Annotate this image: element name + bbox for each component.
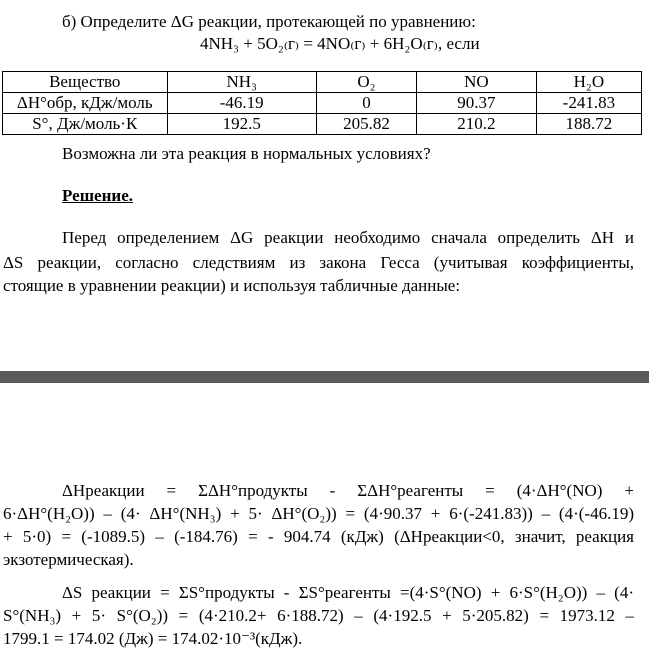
entropy-line: ΔS реакции = ΣS°продукты - ΣS°реагенты =(4·S°(NO) + 6·S°(H₂O)) – (4· [62, 583, 634, 602]
solution-paragraph-line: стоящие в уравнении реакции) и используя табличные данные: [3, 276, 461, 295]
table-header-cell: NO [417, 72, 537, 93]
solution-paragraph-line: Перед определением ΔG реакции необходимо сначала определить ΔH и [62, 228, 634, 247]
enthalpy-line: ΔHреакции = ΣΔH°продукты - ΣΔH°реагенты = (4·ΔH°(NO) + [62, 481, 634, 500]
table-cell: 188.72 [536, 114, 641, 135]
entropy-line: 1799.1 = 174.02 (Дж) = 174.02·10⁻³(кДж). [3, 629, 303, 648]
reaction-equation: 4NH₃ + 5O₂₍г₎ = 4NO₍г₎ + 6H₂O₍г₎, если [200, 34, 480, 53]
table-row-label: S°, Дж/моль·К [3, 114, 168, 135]
problem-intro: б) Определите ΔG реакции, протекающей по уравнению: [62, 12, 476, 31]
table-header-row [3, 72, 642, 93]
enthalpy-line: 6·ΔH°(H₂O)) – (4· ΔH°(NH₃) + 5· ΔH°(O₂)) = (4·90.37 + 6·(-241.83)) – (4·(-46.19) [3, 504, 634, 523]
table-header-cell: O₂ [316, 72, 416, 93]
table-row [3, 93, 642, 114]
table-header-cell: H₂O [536, 72, 641, 93]
solution-heading: Решение. [62, 186, 133, 205]
enthalpy-line: + 5·0) = (-1089.5) – (-184.76) = - 904.74 (кДж) (ΔHреакции<0, значит, реакция [3, 527, 634, 546]
table-cell: 0 [316, 93, 416, 114]
solution-paragraph-line: ΔS реакции, согласно следствиям из закона Гесса (учитывая коэффициенты, [3, 253, 634, 272]
table-row-label: ΔH°обр, кДж/моль [3, 93, 168, 114]
table-cell: -241.83 [536, 93, 641, 114]
table-cell: -46.19 [167, 93, 316, 114]
table-cell: 90.37 [417, 93, 537, 114]
table-cell: 205.82 [316, 114, 416, 135]
problem-question: Возможна ли эта реакция в нормальных условиях? [62, 144, 431, 163]
table-cell: 210.2 [417, 114, 537, 135]
table-row [3, 114, 642, 135]
table-header-cell: NH₃ [167, 72, 316, 93]
table-header-cell: Вещество [3, 72, 168, 93]
page-divider [0, 371, 649, 383]
table-cell: 192.5 [167, 114, 316, 135]
entropy-line: S°(NH₃) + 5· S°(O₂)) = (4·210.2+ 6·188.72) – (4·192.5 + 5·205.82) = 1973.12 – [3, 606, 634, 625]
document-page-bottom [0, 383, 649, 663]
thermo-data-table [2, 71, 642, 135]
enthalpy-line: экзотермическая). [3, 550, 134, 569]
